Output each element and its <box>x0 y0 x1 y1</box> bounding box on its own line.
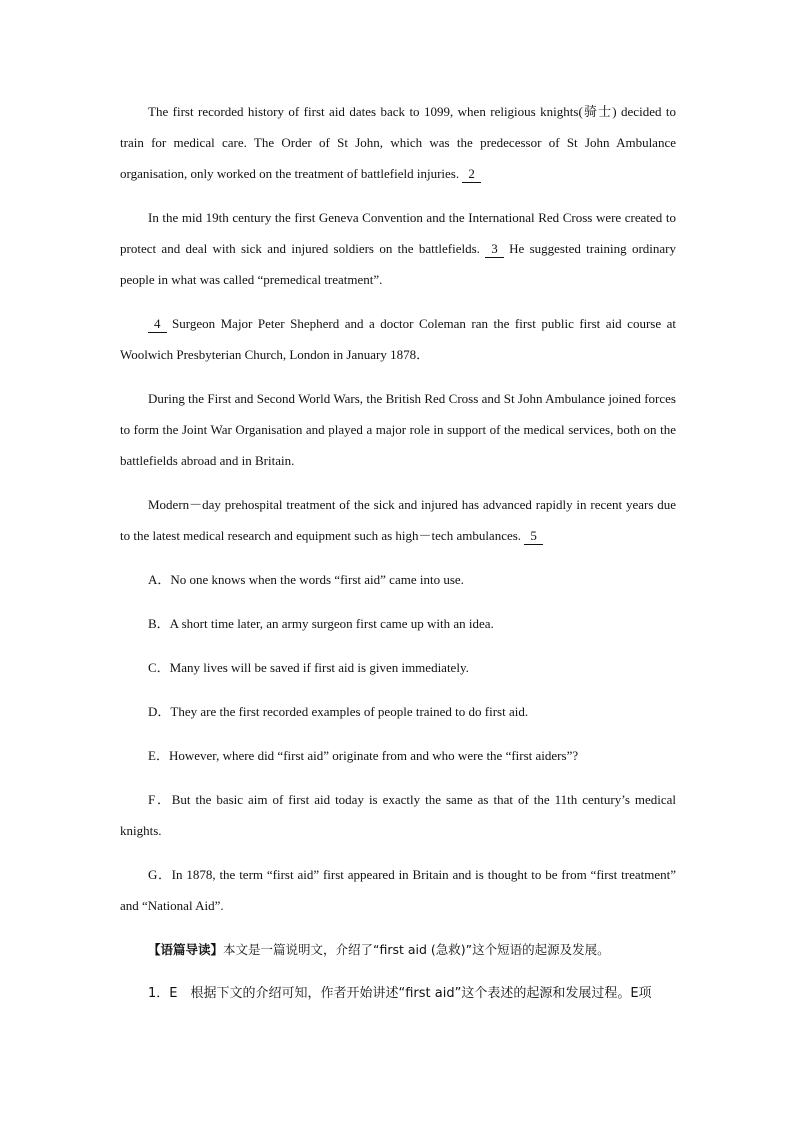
option-e: E．However, where did “first aid” originate from and who were the “first aiders”? <box>148 748 579 763</box>
paragraph-1 <box>120 96 676 189</box>
paragraph-3-text: Surgeon Major Peter Shepherd and a doctor Coleman ran the first public first aid course at Woolwich Presbyterian Church, London in January 1878． <box>120 316 676 362</box>
paragraph-5 <box>120 489 676 551</box>
option-f: F．But the basic aim of first aid today is exactly the same as that of the 11th century’s medical knights. <box>120 792 676 838</box>
reading-guide <box>120 934 676 965</box>
reading-guide-text: 本文是一篇说明文，介绍了“first aid (急救)”这个短语的起源及发展。 <box>223 942 610 957</box>
blank-4: 4 <box>148 316 167 333</box>
paragraph-1-text: The first recorded history of first aid dates back to 1099, when religious knights(骑士) decided to train for medical care. The Order of St John, which was the predecessor of St John Ambulance organisation, only worked on the treatment of battlefield injuries. <box>120 104 676 181</box>
blank-5: 5 <box>524 528 543 545</box>
option-d: D．They are the first recorded examples of people trained to do first aid. <box>148 704 529 719</box>
reading-guide-label: 【语篇导读】 <box>148 942 224 957</box>
option-a: A．No one knows when the words “first aid” came into use. <box>148 572 464 587</box>
option-b: B．A short time later, an army surgeon first came up with an idea. <box>148 616 494 631</box>
blank-2: 2 <box>462 166 481 183</box>
option-g: G．In 1878, the term “first aid” first appeared in Britain and is thought to be from “first treatment” and “National Aid”. <box>120 867 676 913</box>
paragraph-3 <box>120 308 676 370</box>
document-page <box>120 96 676 1009</box>
paragraph-5-text: Modern－day prehospital treatment of the sick and injured has advanced rapidly in recent years due to the latest medical research and equipment such as high－tech ambulances. <box>120 497 676 543</box>
paragraph-2-after: He suggested training ordinary people in what was called “premedical treatment”. <box>120 241 676 287</box>
paragraph-4: During the First and Second World Wars, the British Red Cross and St John Ambulance joined forces to form the Joint War Organisation and played a major role in support of the medical services, both on the battlefields abroad and in Britain. <box>120 391 676 468</box>
blank-3: 3 <box>485 241 504 258</box>
answer-1: 1．E 根据下文的介绍可知，作者开始讲述“first aid”这个表述的起源和发展过程。E项 <box>148 986 652 1001</box>
paragraph-2 <box>120 202 676 295</box>
option-c: C．Many lives will be saved if first aid is given immediately. <box>148 660 469 675</box>
paragraph-2-text: In the mid 19th century the first Geneva Convention and the International Red Cross were created to protect and deal with sick and injured soldiers on the battlefields. <box>120 210 676 256</box>
